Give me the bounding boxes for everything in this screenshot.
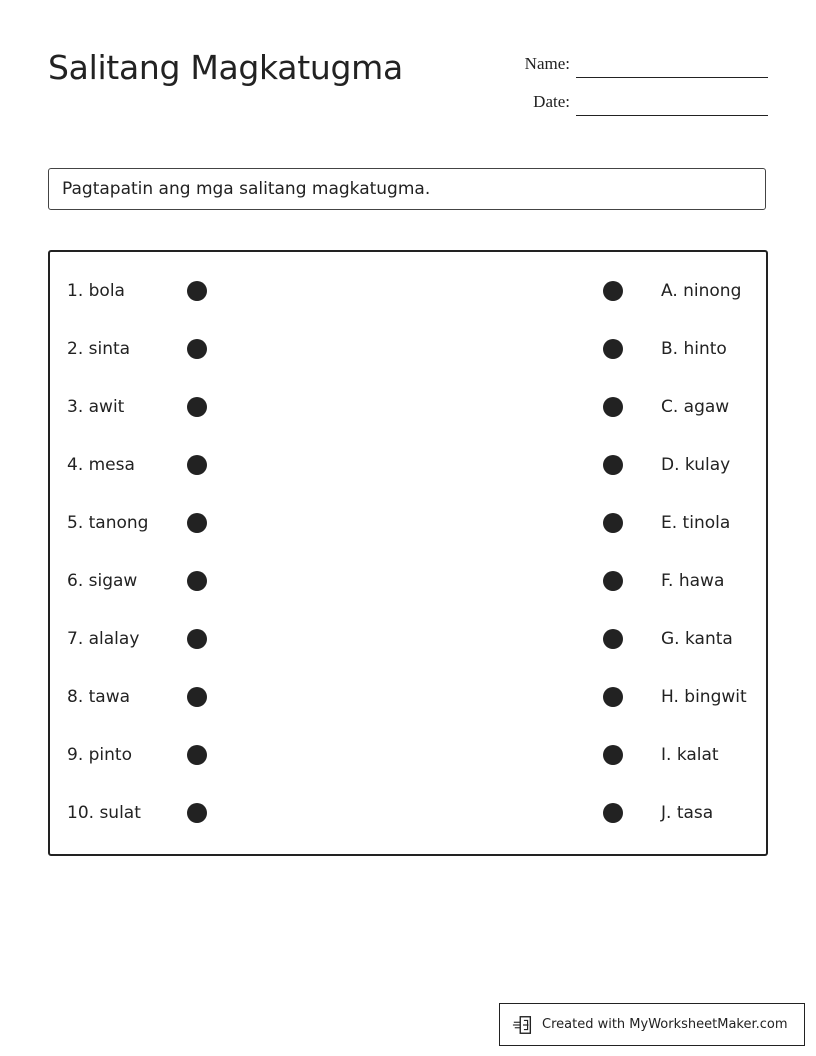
left-dot[interactable] <box>187 803 207 823</box>
match-row <box>50 276 766 306</box>
right-word: E. tinola <box>661 513 731 533</box>
footer-badge[interactable] <box>499 1003 805 1046</box>
left-word: 5. tanong <box>67 513 149 533</box>
date-label: Date: <box>533 92 570 111</box>
right-dot[interactable] <box>603 745 623 765</box>
match-row <box>50 740 766 770</box>
right-dot[interactable] <box>603 397 623 417</box>
left-word: 9. pinto <box>67 745 132 765</box>
date-line[interactable] <box>576 115 768 116</box>
right-dot[interactable] <box>603 281 623 301</box>
footer-text: Created with MyWorksheetMaker.com <box>542 1017 788 1032</box>
left-dot[interactable] <box>187 397 207 417</box>
right-word: A. ninong <box>661 281 742 301</box>
right-dot[interactable] <box>603 803 623 823</box>
worksheet-title: Salitang Magkatugma <box>48 48 403 87</box>
right-dot[interactable] <box>603 687 623 707</box>
name-label: Name: <box>524 54 570 73</box>
match-row <box>50 566 766 596</box>
name-line[interactable] <box>576 77 768 78</box>
left-word: 3. awit <box>67 397 125 417</box>
right-word: C. agaw <box>661 397 730 417</box>
right-word: D. kulay <box>661 455 731 475</box>
right-word: G. kanta <box>661 629 733 649</box>
match-row <box>50 508 766 538</box>
instructions-box: Pagtapatin ang mga salitang magkatugma. <box>48 168 766 210</box>
left-word: 10. sulat <box>67 803 141 823</box>
worksheet-maker-logo-icon <box>512 1014 534 1036</box>
left-dot[interactable] <box>187 281 207 301</box>
matching-box <box>48 250 768 856</box>
right-dot[interactable] <box>603 339 623 359</box>
match-row <box>50 624 766 654</box>
match-row <box>50 334 766 364</box>
left-dot[interactable] <box>187 339 207 359</box>
right-dot[interactable] <box>603 571 623 591</box>
right-dot[interactable] <box>603 455 623 475</box>
left-dot[interactable] <box>187 629 207 649</box>
right-dot[interactable] <box>603 629 623 649</box>
right-word: I. kalat <box>661 745 719 765</box>
right-word: H. bingwit <box>661 687 747 707</box>
left-word: 7. alalay <box>67 629 140 649</box>
right-word: J. tasa <box>661 803 714 823</box>
match-row <box>50 682 766 712</box>
left-word: 1. bola <box>67 281 125 301</box>
right-dot[interactable] <box>603 513 623 533</box>
left-word: 4. mesa <box>67 455 135 475</box>
right-word: F. hawa <box>661 571 725 591</box>
left-dot[interactable] <box>187 745 207 765</box>
left-word: 8. tawa <box>67 687 131 707</box>
match-row <box>50 798 766 828</box>
left-dot[interactable] <box>187 513 207 533</box>
match-row <box>50 450 766 480</box>
left-word: 2. sinta <box>67 339 131 359</box>
left-dot[interactable] <box>187 571 207 591</box>
right-word: B. hinto <box>661 339 727 359</box>
left-dot[interactable] <box>187 687 207 707</box>
left-word: 6. sigaw <box>67 571 138 591</box>
match-row <box>50 392 766 422</box>
left-dot[interactable] <box>187 455 207 475</box>
